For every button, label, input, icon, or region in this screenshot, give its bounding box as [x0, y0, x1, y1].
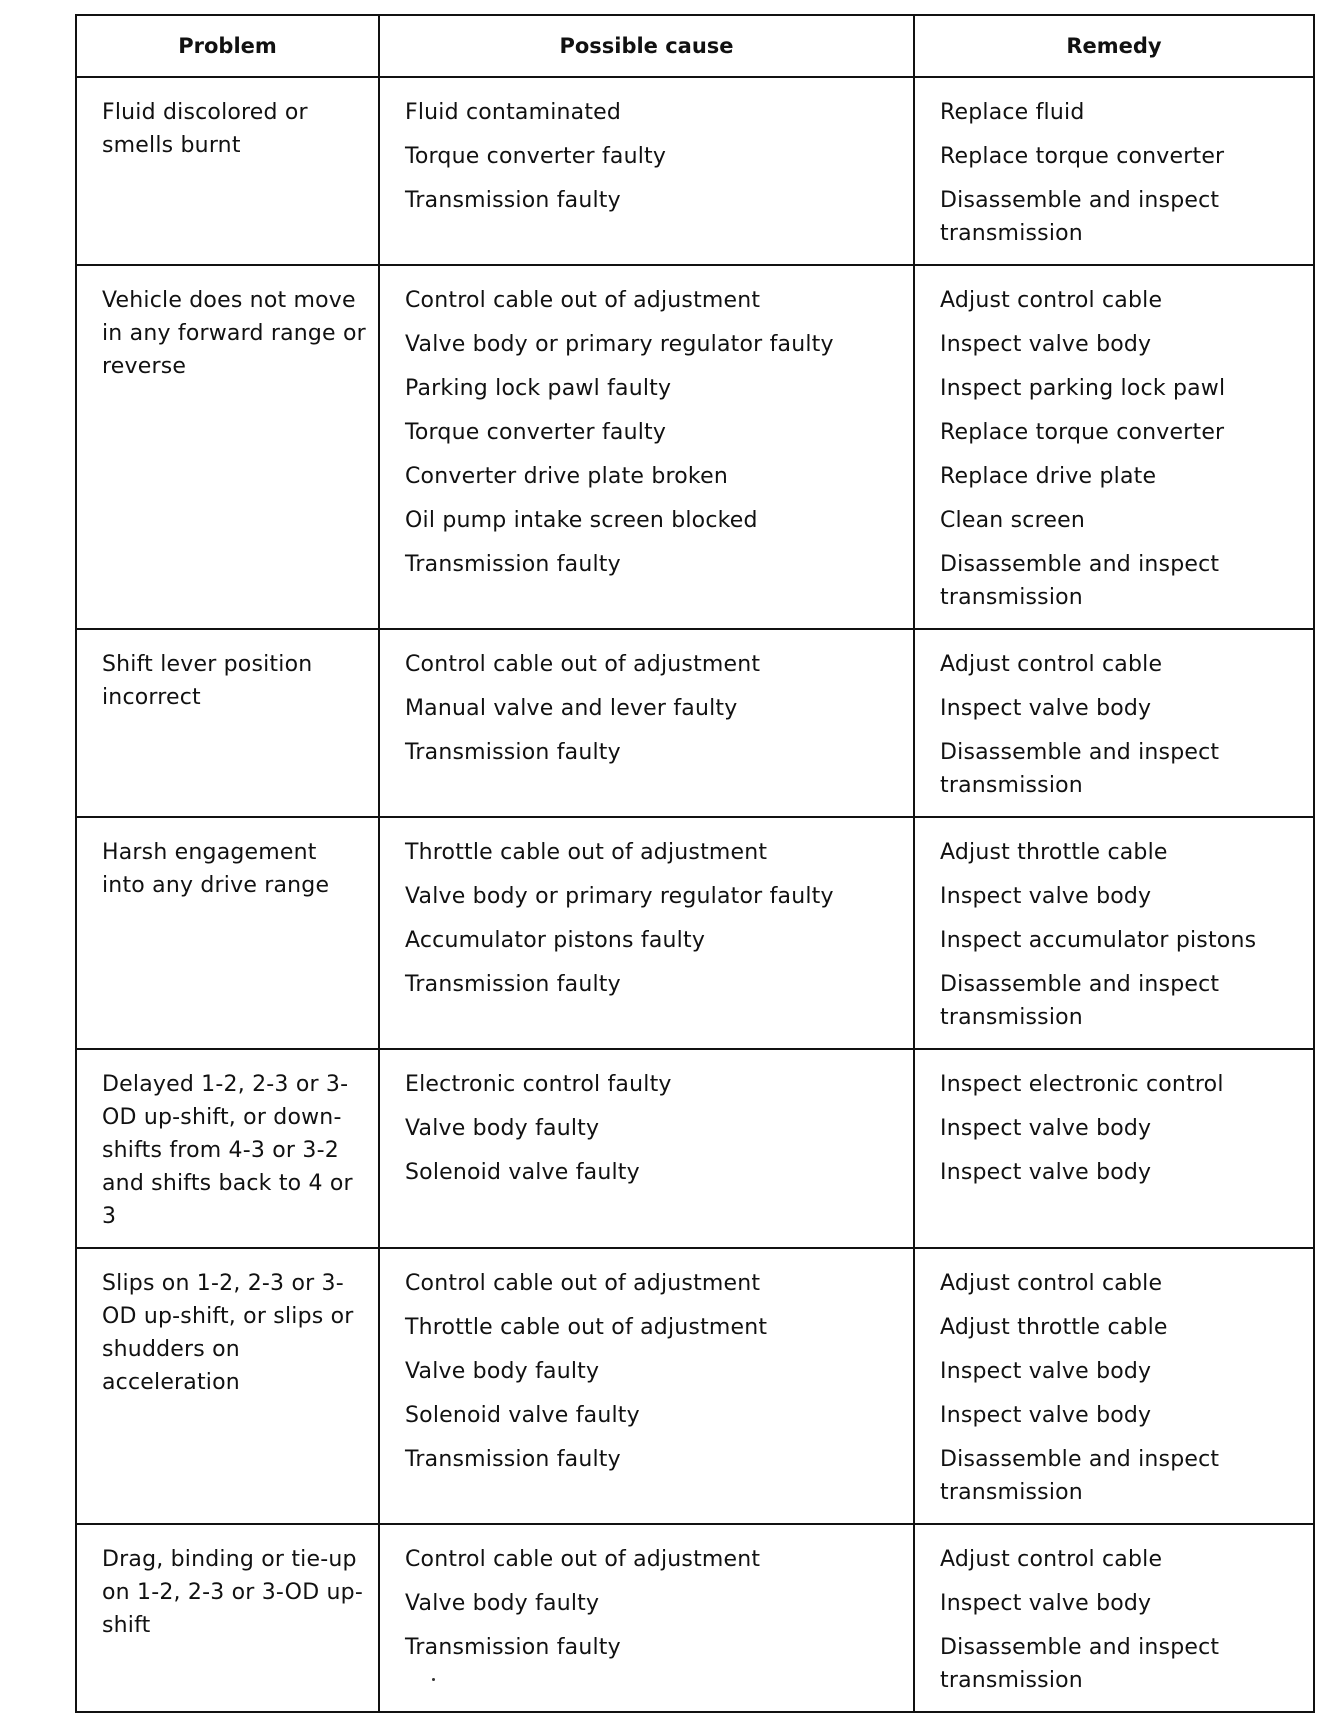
remedy-item: Adjust throttle cable: [940, 840, 1168, 865]
remedy-item: Inspect parking lock pawl: [940, 376, 1226, 401]
remedy-cell: [914, 629, 1314, 817]
remedy-cell: [914, 265, 1314, 629]
cause-cell: [379, 77, 914, 265]
remedy-item: Disassemble and inspect transmission: [940, 1447, 1220, 1505]
cause-item: Valve body or primary regulator faulty: [405, 884, 834, 909]
remedy-item: Inspect valve body: [940, 1403, 1152, 1428]
remedy-item: Adjust throttle cable: [940, 1315, 1168, 1340]
remedy-item: Adjust control cable: [940, 288, 1163, 313]
cause-item: Oil pump intake screen blocked: [405, 508, 758, 533]
troubleshooting-table: [75, 14, 1315, 1713]
cause-item: Fluid contaminated: [405, 100, 622, 125]
problem-cell: Drag, binding or tie-up on 1-2, 2-3 or 3-OD up-shift: [76, 1524, 379, 1712]
cause-item: Throttle cable out of adjustment: [405, 840, 768, 865]
table-row: [76, 817, 1314, 1049]
cause-cell: [379, 1524, 914, 1712]
remedy-cell: [914, 1524, 1314, 1712]
cause-item: Control cable out of adjustment: [405, 1547, 761, 1572]
cause-item: Manual valve and lever faulty: [405, 696, 738, 721]
table-row: [76, 1049, 1314, 1248]
remedy-item: Adjust control cable: [940, 1547, 1163, 1572]
cause-item: Solenoid valve faulty: [405, 1403, 640, 1428]
header-possible-cause: Possible cause: [379, 15, 914, 77]
cause-cell: [379, 1248, 914, 1524]
remedy-item: Replace drive plate: [940, 464, 1157, 489]
remedy-item: Inspect valve body: [940, 1591, 1152, 1616]
remedy-item: Inspect valve body: [940, 332, 1152, 357]
remedy-item: Disassemble and inspect transmission: [940, 552, 1220, 610]
remedy-item: Replace torque converter: [940, 144, 1225, 169]
remedy-item: Disassemble and inspect transmission: [940, 740, 1220, 798]
cause-item: Torque converter faulty: [405, 144, 667, 169]
remedy-item: Inspect valve body: [940, 696, 1152, 721]
cause-item: Parking lock pawl faulty: [405, 376, 672, 401]
cause-item: Control cable out of adjustment: [405, 652, 761, 677]
remedy-item: Inspect valve body: [940, 1160, 1152, 1185]
cause-cell: [379, 265, 914, 629]
cause-cell: [379, 1049, 914, 1248]
stray-dot-mark: [432, 1678, 435, 1681]
cause-item: Valve body faulty: [405, 1116, 600, 1141]
table-row: [76, 1248, 1314, 1524]
cause-item: Control cable out of adjustment: [405, 288, 761, 313]
remedy-item: Inspect accumulator pistons: [940, 928, 1257, 953]
cause-item: Valve body faulty: [405, 1359, 600, 1384]
cause-item: Valve body faulty: [405, 1591, 600, 1616]
cause-item: Transmission faulty: [405, 188, 621, 213]
remedy-item: Inspect valve body: [940, 884, 1152, 909]
remedy-cell: [914, 817, 1314, 1049]
remedy-item: Disassemble and inspect transmission: [940, 1635, 1220, 1693]
remedy-item: Inspect electronic control: [940, 1072, 1224, 1097]
problem-cell: Vehicle does not move in any forward range or reverse: [76, 265, 379, 629]
problem-cell: Harsh engagement into any drive range: [76, 817, 379, 1049]
table-row: [76, 629, 1314, 817]
cause-item: Electronic control faulty: [405, 1072, 672, 1097]
cause-item: Control cable out of adjustment: [405, 1271, 761, 1296]
remedy-cell: [914, 1049, 1314, 1248]
header-remedy: Remedy: [914, 15, 1314, 77]
cause-item: Valve body or primary regulator faulty: [405, 332, 834, 357]
cause-item: Transmission faulty: [405, 552, 621, 577]
troubleshooting-table-container: [75, 14, 1313, 1713]
cause-item: Converter drive plate broken: [405, 464, 728, 489]
cause-item: Transmission faulty: [405, 740, 621, 765]
cause-item: Torque converter faulty: [405, 420, 667, 445]
remedy-item: Replace fluid: [940, 100, 1085, 125]
header-row: [76, 15, 1314, 77]
cause-item: Transmission faulty: [405, 972, 621, 997]
cause-cell: [379, 629, 914, 817]
remedy-item: Inspect valve body: [940, 1359, 1152, 1384]
remedy-item: Adjust control cable: [940, 1271, 1163, 1296]
header-problem: Problem: [76, 15, 379, 77]
cause-item: Accumulator pistons faulty: [405, 928, 706, 953]
table-row: [76, 77, 1314, 265]
problem-cell: Slips on 1-2, 2-3 or 3-OD up-shift, or slips or shudders on acceleration: [76, 1248, 379, 1524]
problem-cell: Delayed 1-2, 2-3 or 3-OD up-shift, or down-shifts from 4-3 or 3-2 and shifts back to 4 or 3: [76, 1049, 379, 1248]
remedy-item: Inspect valve body: [940, 1116, 1152, 1141]
remedy-cell: [914, 77, 1314, 265]
remedy-cell: [914, 1248, 1314, 1524]
table-row: [76, 265, 1314, 629]
remedy-item: Disassemble and inspect transmission: [940, 972, 1220, 1030]
remedy-item: Disassemble and inspect transmission: [940, 188, 1220, 246]
cause-item: Transmission faulty: [405, 1635, 621, 1660]
problem-cell: Shift lever position incorrect: [76, 629, 379, 817]
remedy-item: Adjust control cable: [940, 652, 1163, 677]
remedy-item: Clean screen: [940, 508, 1085, 533]
cause-cell: [379, 817, 914, 1049]
problem-cell: Fluid discolored or smells burnt: [76, 77, 379, 265]
cause-item: Transmission faulty: [405, 1447, 621, 1472]
remedy-item: Replace torque converter: [940, 420, 1225, 445]
table-row: [76, 1524, 1314, 1712]
cause-item: Solenoid valve faulty: [405, 1160, 640, 1185]
cause-item: Throttle cable out of adjustment: [405, 1315, 768, 1340]
